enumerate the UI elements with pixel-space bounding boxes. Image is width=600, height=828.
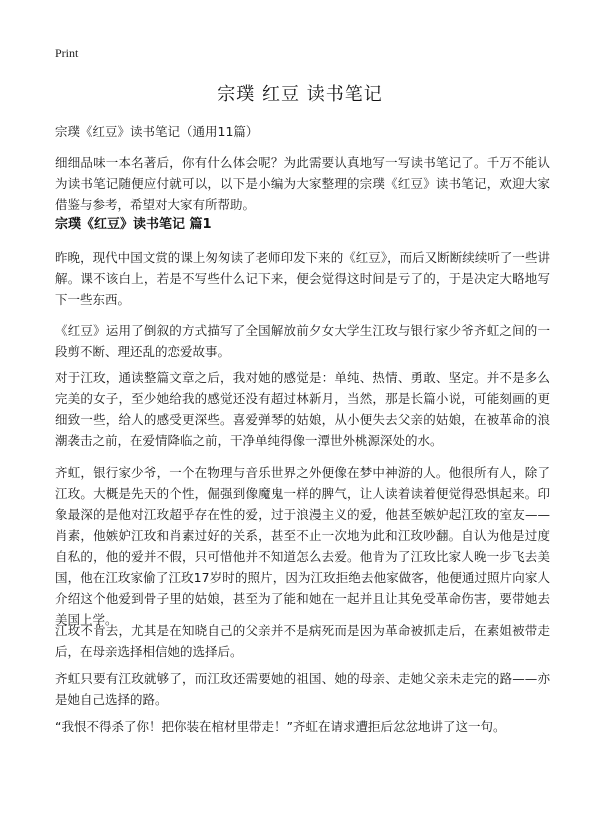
intro-paragraph: 细细品味一本名著后，你有什么体会呢？为此需要认真地写一写读书笔记了。千万不能认为读书笔记随便应付就可以，以下是小编为大家整理的宗璞《红豆》读书笔记，欢迎大家借鉴与参考，希望对大家有所帮助。 (55, 155, 550, 212)
paragraph-1: 昨晚，现代中国文赏的课上匆匆读了老师印发下来的《红豆》，而后又断断续续听了一些讲解。课不该白上，若是不写些什么记下来，便会觉得这时间是亏了的，于是决定大略地写下一些东西。 (55, 250, 550, 307)
paragraph-4: 齐虹，银行家少爷，一个在物理与音乐世界之外便像在梦中神游的人。他很所有人，除了江玫。大概是先天的个性，倔强到像魔鬼一样的脾气，让人读着读着便觉得恐惧起来。印象最深的是他对江玫超乎存在性的爱，过于浪漫主义的爱，他甚至嫉妒起江玫的室友——肖素，他嫉妒江玫和肖素过好的关系，甚至不止一次地为此和江玫吵翻。自认为他是过度自私的，他的爱并不假，只可惜他并不知道怎么去爱。他肯为了江玫比家人晚一步飞去美国，他在江玫家偷了江玫17岁时的照片，因为江玫拒绝去他家做客，他便通过照片向家人介绍这个他爱到骨子里的姑娘，甚至为了能和她在一起并且让其免受革命伤害，要带她去美国上学。 (55, 465, 550, 627)
page-title: 宗璞 红豆 读书笔记 (217, 84, 383, 105)
paragraph-5: 江玫不肯去，尤其是在知晓自己的父亲并不是病死而是因为革命被抓走后，在素姐被带走后，在母亲选择相信她的选择后。 (55, 623, 550, 659)
paragraph-2: 《红豆》运用了倒叙的方式描写了全国解放前夕女大学生江玫与银行家少爷齐虹之间的一段剪不断、理还乱的恋爱故事。 (55, 323, 550, 359)
section-heading: 宗璞《红豆》读书笔记 篇1 (55, 217, 212, 232)
paragraph-6: 齐虹只要有江玫就够了，而江玫还需要她的祖国、她的母亲、走她父亲未走完的路——亦是她自己选择的路。 (55, 671, 550, 707)
paragraph-3: 对于江玫，通读整篇文章之后，我对她的感觉是：单纯、热情、勇敢、坚定。并不是多么完美的女子，至少她给我的感觉还没有超过林新月，当然，那是长篇小说，可能刻画的更细致一些，给人的感受更深些。喜爱弹琴的姑娘，从小便失去父亲的姑娘，在被革命的浪潮袭击之前，在爱情降临之前，干净单纯得像一潭世外桃源深处的水。 (55, 370, 550, 448)
paragraph-7: “我恨不得杀了你！把你装在棺材里带走！”齐虹在请求遭拒后忿忿地讲了这一句。 (55, 719, 506, 734)
article-subtitle: 宗璞《红豆》读书笔记（通用11篇） (55, 124, 259, 139)
print-link[interactable]: Print (55, 46, 79, 60)
